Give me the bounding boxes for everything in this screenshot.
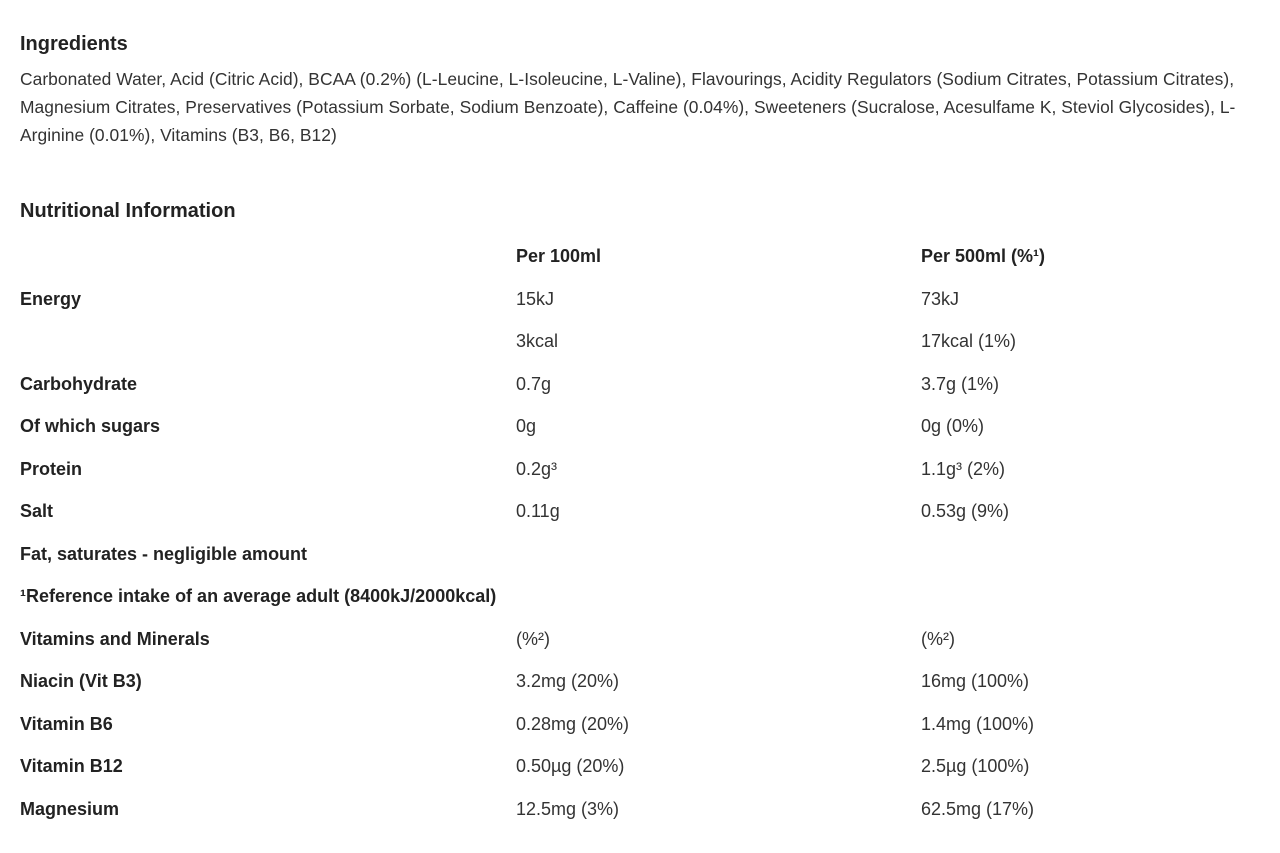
row-value-per500: 1.1g³ (2%) <box>921 458 1006 479</box>
row-value-per100: 0.28mg (20%) <box>516 713 630 734</box>
table-row <box>20 660 1270 703</box>
row-label: Vitamin B6 <box>20 713 113 734</box>
row-value-per100: 0.50µg (20%) <box>516 756 625 776</box>
table-header-row <box>20 235 1270 278</box>
row-label: Protein <box>20 458 83 479</box>
row-value-per500: 62.5mg (17%) <box>921 798 1035 819</box>
table-row <box>20 363 1270 406</box>
row-value-per500: 0g (0%) <box>921 416 985 436</box>
row-value-per500: 0.53g (9%) <box>921 501 1010 521</box>
row-value-per500: 1.4mg (100%) <box>921 713 1035 734</box>
row-label: Niacin (Vit B3) <box>20 671 142 691</box>
nutrition-table <box>20 235 1270 830</box>
ingredients-heading: Ingredients <box>20 33 128 55</box>
table-row <box>20 448 1270 491</box>
table-row <box>20 703 1270 746</box>
row-label: Magnesium <box>20 798 120 819</box>
row-value-per500: 2.5µg (100%) <box>921 756 1030 776</box>
row-label: Carbohydrate <box>20 373 138 394</box>
row-value-per100: 3.2mg (20%) <box>516 671 620 691</box>
row-value-per100: 3kcal <box>516 331 559 351</box>
table-row <box>20 788 1270 831</box>
row-value-per500: 73kJ <box>921 288 960 309</box>
vitamins-header-per500: (%²) <box>921 628 955 649</box>
row-label: Vitamin B12 <box>20 756 123 776</box>
vitamins-header-label: Vitamins and Minerals <box>20 628 210 649</box>
table-row <box>20 405 1270 448</box>
table-row <box>20 745 1270 788</box>
table-row <box>20 320 1270 363</box>
row-value-per500: 3.7g (1%) <box>921 373 1000 394</box>
reference-note-row <box>20 575 1270 618</box>
vitamins-header-per100: (%²) <box>516 628 550 649</box>
fat-note-row <box>20 533 1270 576</box>
column-header-per100: Per 100ml <box>516 246 602 266</box>
nutrition-heading: Nutritional Information <box>20 200 236 222</box>
row-value-per100: 0.2g³ <box>516 458 558 479</box>
row-label: Of which sugars <box>20 416 161 436</box>
row-value-per500: 17kcal (1%) <box>921 331 1017 351</box>
row-value-per100: 0.11g <box>516 501 560 521</box>
row-value-per100: 12.5mg (3%) <box>516 798 620 819</box>
table-row <box>20 278 1270 321</box>
fat-note: Fat, saturates - negligible amount <box>20 543 308 564</box>
table-row <box>20 490 1270 533</box>
row-value-per100: 0g <box>516 416 537 436</box>
row-value-per100: 15kJ <box>516 288 555 309</box>
row-label: Salt <box>20 501 54 521</box>
ingredients-text: Carbonated Water, Acid (Citric Acid), BCAA (0.2%) (L-Leucine, L-Isoleucine, L-Valine), Flavourings, Acidity Regulators (Sodium Citrates, Potassium Citrates), Magnesium Citrates, Preservatives (Potassium Sorbate, Sodium Benzoate), Caffeine (0.04%), Sweeteners (Sucralose, Acesulfame K, Steviol Glycosides), L-Arginine (0.01%), Vitamins (B3, B6, B12) <box>20 69 1236 145</box>
row-value-per500: 16mg (100%) <box>921 671 1030 691</box>
row-label: Energy <box>20 288 82 309</box>
row-value-per100: 0.7g <box>516 373 552 394</box>
reference-note: ¹Reference intake of an average adult (8400kJ/2000kcal) <box>20 586 497 606</box>
vitamins-header-row <box>20 618 1270 661</box>
column-header-per500: Per 500ml (%¹) <box>921 246 1046 266</box>
